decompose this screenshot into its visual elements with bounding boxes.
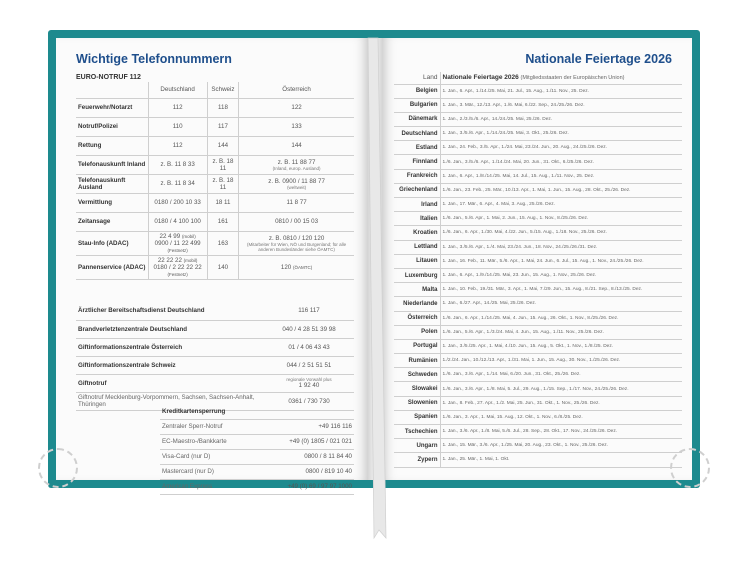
row-value: +49 (0) 69 / 97 97 1000 [274,479,354,494]
cell-at: 0810 / 00 15 03 [239,212,354,231]
holiday-dates: 1. Jan., 3./5./6. Apr., 1./4. Mai, 23./24. Jun., 18. Nov., 24./25./26./31. Dez. [440,240,682,254]
holiday-dates: 1. Jan., 3./5./6. Apr., 1./14./24./25. Mai, 3. Okt., 25./26. Dez. [440,127,682,141]
cell-note: (Inland, europ. Ausland) [272,165,321,171]
cell-note: (weltweit) [287,184,307,190]
table-row [394,112,682,126]
cell-de [148,231,207,255]
cell-ch: 161 [207,212,238,231]
cell-ch: 118 [207,98,238,117]
table-row [160,419,354,434]
table-row [394,254,682,268]
left-page [56,38,368,490]
holiday-table-body [394,84,682,467]
country-label: Polen [394,325,440,339]
cell-ch: z. B. 18 11 [207,155,238,174]
table-row [76,255,354,279]
country-label: Kroatien [394,226,440,240]
table-row [76,356,354,374]
table-row [394,169,682,183]
row-label: Zentraler Sperr-Notruf [160,419,274,434]
kreditkarten-table [160,404,354,495]
holiday-dates: 1. Jan., 2./3./5./6. Apr., 14./24./25. Mai, 25./26. Dez. [440,112,682,126]
table-row [394,98,682,112]
row-value: 0361 / 730 730 [264,392,354,410]
table-row [160,449,354,464]
holiday-dates: 1./6. Jan., 5./6. Apr., 1. Mai, 2. Jun., 15. Aug., 1. Nov., 8./25./26. Dez. [440,212,682,226]
table-row [394,382,682,396]
table-row [76,155,354,174]
cell-de: z. B. 11 8 34 [148,174,207,193]
table-row [76,374,354,392]
ribbon-bookmark-shape [366,38,388,538]
country-label: Dänemark [394,112,440,126]
ribbon-bookmark [366,38,388,538]
cell-de: 112 [148,98,207,117]
cell-note: (mobil) [181,233,196,239]
holiday-dates: 1./6. Jan., 6. Apr., 1./30. Mai, 4./22. Jun., 5./15. Aug., 1./18. Nov., 25./26. Dez. [440,226,682,240]
row-value: 0800 / 8 11 84 40 [274,449,354,464]
country-label: Belgien [394,84,440,98]
row-label: Vermittlung [76,193,148,212]
row-label: Telefonauskunft Ausland [76,174,148,193]
country-label: Österreich [394,311,440,325]
holiday-dates: 1. Jan., 3. Mär., 12./13. Apr., 1./6. Mai, 6./22. Sep., 24./25./26. Dez. [440,98,682,112]
cell-note: (Mitarbeiter für Wien, NÖ und Burgenland; für alle anderen Bundesländer siehe ÖAMTC) [247,241,347,252]
country-label: Litauen [394,254,440,268]
row-label: Visa-Card (nur D) [160,449,274,464]
row-label: Pannenservice (ADAC) [76,255,148,279]
table-row [76,338,354,356]
country-label: Slowakei [394,382,440,396]
row-label: Giftinformationszentrale Österreich [76,338,264,356]
cell-de: z. B. 11 8 33 [148,155,207,174]
row-value: 0800 / 819 10 40 [274,464,354,479]
row-label: Telefonauskunft Inland [76,155,148,174]
empty-header [76,82,148,98]
holiday-table-header [394,72,682,84]
table-row [394,283,682,297]
table-row [394,425,682,439]
table-row [394,311,682,325]
row-value-text: 1 92 40 [298,382,320,389]
cell-note: regionale Vorwahl plus [286,377,332,382]
holiday-dates: 1. Jan., 8. Feb., 27. Apr., 1./2. Mai, 25. Jun., 31. Okt., 1. Nov., 25./26. Dez. [440,396,682,410]
corner-stitch-decoration [670,448,710,488]
cell-note: (Festnetz) [167,271,188,277]
kredit-heading: Kreditkartensperrung [160,404,354,419]
corner-stitch-decoration [38,448,78,488]
cell-de: 0180 / 4 100 100 [148,212,207,231]
cell-at [239,255,354,279]
row-value: +49 116 116 [274,419,354,434]
cell-de-value: 22 22 22 [157,256,182,264]
row-label: American Express [160,479,274,494]
country-label: Italien [394,212,440,226]
holiday-dates: 1. Jan., 24. Feb., 3./5. Apr., 1./24. Mai, 23./24. Jun., 20. Aug., 24./25./26. Dez. [440,141,682,155]
row-value: 040 / 4 28 51 39 98 [264,320,354,338]
euro-notruf-heading: EURO-NOTRUF 112 [76,74,141,81]
country-label: Estland [394,141,440,155]
cell-ch: 140 [207,255,238,279]
row-label: Stau-Info (ADAC) [76,231,148,255]
country-label: Slowenien [394,396,440,410]
table-row [394,155,682,169]
holiday-dates: 1. Jan., 10. Feb., 19./31. Mär., 3. Apr., 1. Mai, 7./29. Jun., 15. Aug., 8./21. Sep., 8./13./25. Dez. [440,283,682,297]
holiday-dates: 1. Jan., 16. Feb., 11. Mär., 5./6. Apr., 1. Mai, 24. Jun., 6. Jul., 15. Aug., 1. Nov., 24./25./26. Dez. [440,254,682,268]
holiday-dates: 1. Jan., 6. Apr., 1./8./14./25. Mai, 14. Jul., 15. Aug., 1./11. Nov., 25. Dez. [440,169,682,183]
holiday-dates: 1. Jan., 3./5./25. Apr., 1. Mai, 4./10. Jun., 15. Aug., 5. Okt., 1. Nov., 1./8./25. Dez. [440,339,682,353]
table-row [160,434,354,449]
table-row [394,226,682,240]
col-header: Schweiz [207,82,238,98]
cell-at: 144 [239,136,354,155]
table-row [76,117,354,136]
right-page [382,38,692,480]
country-label: Zypern [394,453,440,467]
holiday-dates: 1./6. Jan., 23. Feb., 25. Mär., 10./13. Apr., 1. Mai, 1. Jun., 15. Aug., 28. Okt., 25./26. Dez. [440,183,682,197]
cell-de: 0180 / 200 10 33 [148,193,207,212]
table-row [76,212,354,231]
holiday-dates: 1. Jan., 17. Mär., 6. Apr., 4. Mai, 3. Aug., 25./26. Dez. [440,198,682,212]
table-row [160,479,354,494]
col-header: Österreich [239,82,354,98]
country-label: Schweden [394,368,440,382]
holiday-table [394,72,682,468]
services-table [76,302,354,411]
row-label: EC-Maestro-/Bankkarte [160,434,274,449]
country-label: Portugal [394,339,440,353]
page-title-telefon: Wichtige Telefonnummern [76,52,232,66]
table-row [394,354,682,368]
country-label: Irland [394,198,440,212]
table-row [394,141,682,155]
holiday-dates: 1./6. Jan., 3./6. Apr., 1./14. Mai, 6./20. Jun., 31. Okt., 25./26. Dez. [440,368,682,382]
country-label: Bulgarien [394,98,440,112]
row-value: +49 (0) 1805 / 021 021 [274,434,354,449]
table-row [394,368,682,382]
holiday-dates: 1. Jan., 25. Mär., 1. Mai, 1. Okt. [440,453,682,467]
cell-at: 11 8 77 [239,193,354,212]
row-label: Giftnotruf Mecklenburg-Vorpommern, Sachsen, Sachsen-Anhalt, Thüringen [76,392,264,410]
row-label: Ärztlicher Bereitschaftsdienst Deutschland [76,302,264,320]
cell-note: (mobil) [183,257,198,263]
cell-note: (ÖAMTC) [292,264,313,270]
holiday-dates: 1. Jan., 6./27. Apr., 14./25. Mai, 25./26. Dez. [440,297,682,311]
table-row [76,193,354,212]
holiday-dates: 1. Jan., 15. Mär., 3./6. Apr., 1./25. Mai, 20. Aug., 23. Okt., 1. Nov., 25./26. Dez. [440,439,682,453]
cell-at-value: 120 [280,263,292,271]
country-label: Griechenland [394,183,440,197]
country-label: Lettland [394,240,440,254]
cell-ch: 117 [207,117,238,136]
table-row [394,325,682,339]
cell-at-value: z. B. 11 88 77 [277,158,316,166]
row-value [264,374,354,392]
table-row [76,98,354,117]
cell-ch: 18 11 [207,193,238,212]
table-row [76,174,354,193]
country-label: Finnland [394,155,440,169]
table-row [76,136,354,155]
table-row [76,302,354,320]
phone-table-header [76,82,354,98]
country-label: Rumänien [394,354,440,368]
cell-ch: z. B. 18 11 [207,174,238,193]
cell-at-value: z. B. 0900 / 11 88 77 [268,177,325,185]
row-value: 116 117 [264,302,354,320]
table-row [394,84,682,98]
table-row [394,396,682,410]
col-header-land: Land [394,72,440,84]
row-value: 044 / 2 51 51 51 [264,356,354,374]
cell-ch: 163 [207,231,238,255]
row-label: Notruf/Polizei [76,117,148,136]
cell-de [148,255,207,279]
row-label: Brandverletztenzentrale Deutschland [76,320,264,338]
country-label: Malta [394,283,440,297]
table-row [394,268,682,282]
row-label: Mastercard (nur D) [160,464,274,479]
cell-at: 133 [239,117,354,136]
table-row [394,297,682,311]
country-label: Niederlande [394,297,440,311]
table-row [160,404,354,419]
table-row [76,231,354,255]
country-label: Frankreich [394,169,440,183]
holiday-dates: 1./6. Jan., 3./6. Apr., 1./8. Mai, 5. Jul., 29. Aug., 1./15. Sep., 1./17. Nov., 24./25./26. Dez. [440,382,682,396]
row-label: Rettung [76,136,148,155]
holiday-dates: 1./2./24. Jan., 10./12./13. Apr., 1./31. Mai, 1. Jun., 15. Aug., 30. Nov., 1./25./26. Dez. [440,354,682,368]
col-header-feiertage [440,72,682,84]
row-label: Zeitansage [76,212,148,231]
cell-note: (Festnetz) [167,247,188,253]
holiday-dates: 1./6. Jan., 3./5./6. Apr., 1./14./24. Mai, 20. Jun., 31. Okt., 6./25./26. Dez. [440,155,682,169]
table-row [394,410,682,424]
cell-de-value: 22 4 99 [159,232,181,240]
cell-de-value-2: 0900 / 11 22 499 [154,239,201,247]
country-label: Luxemburg [394,268,440,282]
cell-de: 110 [148,117,207,136]
table-row [76,320,354,338]
country-label: Deutschland [394,127,440,141]
holiday-dates: 1. Jan., 6. Apr., 1./9./14./25. Mai, 23. Jun., 15. Aug., 1. Nov., 25./26. Dez. [440,268,682,282]
table-row [394,453,682,467]
cell-ch: 144 [207,136,238,155]
row-label: Giftinformationszentrale Schweiz [76,356,264,374]
country-label: Spanien [394,410,440,424]
table-row [160,464,354,479]
page-title-feiertage: Nationale Feiertage 2026 [525,52,672,66]
country-label: Tschechien [394,425,440,439]
holiday-dates: 1. Jan., 6. Apr., 1./14./25. Mai, 21. Jul., 15. Aug., 1./11. Nov., 25. Dez. [440,84,682,98]
row-value: 01 / 4 06 43 43 [264,338,354,356]
col-header-subtitle: (Mitgliedsstaaten der Europäischen Union) [520,75,625,82]
table-row [394,240,682,254]
cell-at [239,174,354,193]
cell-at: 122 [239,98,354,117]
cell-at-value: z. B. 0810 / 120 120 [268,234,325,242]
table-row [394,183,682,197]
holiday-dates: 1. Jan., 3./6. Apr., 1./8. Mai, 5./6. Jul., 28. Sep., 28. Okt., 17. Nov., 24./25./26. Dez. [440,425,682,439]
table-row [394,198,682,212]
phone-table [76,82,354,280]
holiday-dates: 1./6. Jan., 3. Apr., 1. Mai, 15. Aug., 12. Okt., 1. Nov., 6./8./25. Dez. [440,410,682,424]
cell-at [239,231,354,255]
col-header-feiertage-text: Nationale Feiertage 2026 [442,74,519,82]
table-row [394,439,682,453]
country-label: Ungarn [394,439,440,453]
cell-de-value-2: 0180 / 2 22 22 22 [153,263,202,271]
col-header: Deutschland [148,82,207,98]
holiday-dates: 1./6. Jan., 5./6. Apr., 1./3./24. Mai, 4. Jun., 15. Aug., 1./11. Nov., 25./26. Dez. [440,325,682,339]
cell-de: 112 [148,136,207,155]
table-row [394,339,682,353]
holiday-dates: 1./6. Jan., 6. Apr., 1./14./25. Mai, 4. Jun., 15. Aug., 26. Okt., 1. Nov., 8./25./26. Dez. [440,311,682,325]
cell-at [239,155,354,174]
row-label: Giftnotruf [76,374,264,392]
table-row [394,212,682,226]
table-row [394,127,682,141]
row-label: Feuerwehr/Notarzt [76,98,148,117]
